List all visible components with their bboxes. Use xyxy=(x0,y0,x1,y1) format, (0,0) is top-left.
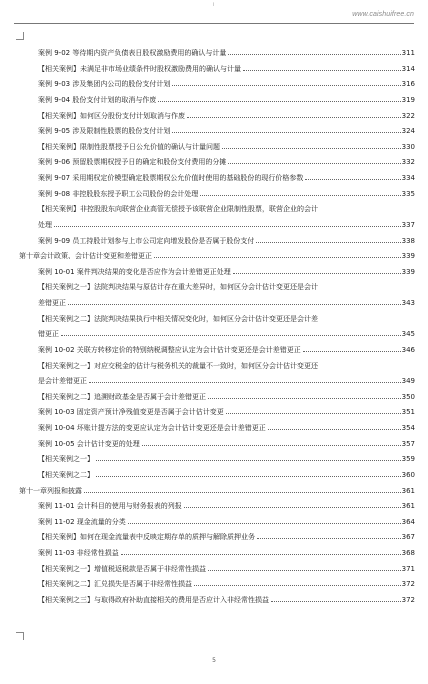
toc-entry-title: 【相关案例之一】法院判决结果与原估计存在重大差异时，如何区分会计估计变更还是会计 xyxy=(38,283,318,292)
toc-entry-row[interactable] xyxy=(19,577,415,593)
toc-page-number: 368 xyxy=(401,549,415,557)
toc-entry-row[interactable] xyxy=(19,437,415,453)
toc-page-number: 354 xyxy=(401,424,415,432)
toc-entry-title: 案例 9-07 采用期权定价模型确定股票期权公允价值时使用的基础股份的现行价格参数 xyxy=(38,174,304,182)
toc-entry-row[interactable] xyxy=(19,421,415,437)
toc-entry-row[interactable] xyxy=(19,562,415,578)
toc-entry-row[interactable] xyxy=(19,593,415,609)
toc-dot-leader xyxy=(68,303,401,305)
toc-dot-leader xyxy=(305,178,400,180)
toc-dot-leader xyxy=(271,600,401,602)
toc-entry-row[interactable] xyxy=(19,124,415,140)
toc-entry-row[interactable] xyxy=(19,187,415,203)
toc-page-number: 311 xyxy=(401,49,415,57)
toc-dot-leader xyxy=(142,444,401,446)
header-rule xyxy=(14,23,414,24)
toc-page-number: 330 xyxy=(401,142,415,151)
toc-page-number: 334 xyxy=(401,174,415,182)
toc-dot-leader xyxy=(200,194,400,196)
toc-dot-leader xyxy=(228,162,400,164)
toc-page-number: 345 xyxy=(401,330,415,339)
toc-entry-row[interactable] xyxy=(19,93,415,109)
toc-entry-title: 案例 10-01 案件判决结果的变化是否应作为会计差错更正处理 xyxy=(38,267,231,276)
toc-page-number: 346 xyxy=(401,345,415,354)
toc-page-number: 372 xyxy=(401,595,415,604)
toc-page-number: 324 xyxy=(401,127,415,136)
toc-page-number: 338 xyxy=(401,236,415,245)
toc-page-number: 371 xyxy=(401,564,415,573)
toc-entry-title: 案例 10-05 会计估计变更的处理 xyxy=(38,439,140,448)
toc-entry-title: 处理 xyxy=(38,220,52,229)
toc-entry-row[interactable] xyxy=(19,374,415,390)
toc-page-number: 316 xyxy=(401,80,415,89)
toc-dot-leader xyxy=(256,241,400,243)
toc-page-number: 350 xyxy=(401,392,415,401)
toc-entry-title: 案例 10-02 关联方转移定价的特别纳税调整应认定为会计估计变更还是会计差错更正 xyxy=(38,345,301,354)
page-number: 5 xyxy=(212,657,216,664)
toc-entry-row[interactable] xyxy=(19,218,415,234)
toc-page-number: 319 xyxy=(401,95,415,104)
toc-entry-row[interactable] xyxy=(19,109,415,125)
toc-page-number: 337 xyxy=(401,220,415,229)
toc-dot-leader xyxy=(257,537,401,539)
toc-page-number: 339 xyxy=(401,252,415,261)
toc-entry-title: 案例 11-01 会计科目的使用与财务报表的列报 xyxy=(38,502,182,511)
toc-page-number: 357 xyxy=(401,439,415,448)
toc-page-number: 322 xyxy=(401,111,415,120)
toc-entry-title: 第十章会计政策、会计估计变更和差错更正 xyxy=(19,252,152,261)
toc-page-number: 335 xyxy=(401,189,415,198)
toc-entry-row[interactable] xyxy=(19,312,415,328)
toc-entry-row[interactable] xyxy=(19,546,415,562)
toc-dot-leader xyxy=(187,116,401,118)
toc-entry-title: 【相关案例之二】 xyxy=(38,470,94,479)
toc-entry-title: 错更正 xyxy=(38,330,59,339)
toc-entry-row[interactable] xyxy=(19,530,415,546)
toc-page-number: 364 xyxy=(401,517,415,526)
toc-page-number: 361 xyxy=(401,502,415,511)
toc-dot-leader xyxy=(96,459,401,461)
toc-dot-leader xyxy=(172,131,400,133)
toc-page-number: 372 xyxy=(401,580,415,589)
toc-dot-leader xyxy=(226,412,401,414)
toc-entry-row[interactable] xyxy=(19,468,415,484)
toc-entry-row[interactable] xyxy=(19,155,415,171)
toc-dot-leader xyxy=(228,53,400,55)
toc-entry-title: 【相关案例】如何区分股份支付计划取消与作废 xyxy=(38,111,185,120)
toc-entry-row[interactable] xyxy=(19,140,415,156)
toc-entry-title: 案例 9-02 等待期内资产负债表日股权激励费用的确认与计量 xyxy=(38,49,227,57)
toc-entry-row[interactable] xyxy=(19,327,415,343)
toc-entry-title: 【相关案例之三】与取得政府补助直接相关的费用是否应计入非经常性损益 xyxy=(38,595,269,604)
toc-dot-leader xyxy=(96,475,401,477)
toc-entry-row[interactable] xyxy=(19,405,415,421)
toc-entry-title: 案例 10-04 坏账计提方法的变更应认定为会计估计变更还是会计差错更正 xyxy=(38,424,266,432)
toc-dot-leader xyxy=(54,225,401,227)
toc-dot-leader xyxy=(84,491,401,493)
website-header: www.caishuifree.cn xyxy=(352,11,414,18)
toc-dot-leader xyxy=(243,69,401,71)
toc-dot-leader xyxy=(208,397,401,399)
toc-entry-row[interactable] xyxy=(19,452,415,468)
toc-entry-title: 【相关案例之一】对应交税金的估计与税务机关的裁量不一致时，如何区分会计估计变更还 xyxy=(38,361,318,370)
toc-entry-row[interactable] xyxy=(19,46,415,62)
toc-dot-leader xyxy=(268,428,401,430)
toc-dot-leader xyxy=(222,147,401,149)
toc-dot-leader xyxy=(61,334,401,336)
toc-entry-title: 【相关案例】如何在现金流量表中反映定期存单的质押与解除质押业务 xyxy=(38,533,255,542)
toc-dot-leader xyxy=(194,584,401,586)
toc-entry-title: 【相关案例之一】增值税返税款是否属于非经常性损益 xyxy=(38,564,206,573)
toc-dot-leader xyxy=(154,256,401,258)
toc-entry-title: 差错更正 xyxy=(38,299,66,307)
toc-entry-row[interactable] xyxy=(19,359,415,375)
toc-entry-title: 案例 11-03 非经常性损益 xyxy=(38,549,119,557)
toc-entry-title: 【相关案例】非控股股东向联营企业高管无偿授予该联营企业限制性股票，联营企业的会计 xyxy=(38,205,318,214)
toc-entry-title: 案例 11-02 现金流量的分类 xyxy=(38,517,126,526)
crop-mark-top-left xyxy=(16,32,24,40)
toc-entry-row[interactable] xyxy=(19,265,415,281)
toc-entry-row[interactable] xyxy=(19,296,415,312)
toc-dot-leader xyxy=(121,553,401,555)
top-margin-mark: i xyxy=(213,2,215,8)
toc-entry-title: 【相关案例之二】追溯财政基金是否属于会计差错更正 xyxy=(38,392,206,401)
toc-entry-row[interactable] xyxy=(19,202,415,218)
toc-page-number: 367 xyxy=(401,533,415,542)
toc-page-number: 351 xyxy=(401,408,415,417)
toc-page-number: 361 xyxy=(401,486,415,495)
toc-entry-title: 【相关案例】限制性股票授予日公允价值的确认与计量问题 xyxy=(38,142,220,151)
toc-chapter-row[interactable] xyxy=(19,249,415,265)
toc-entry-title: 第十一章列报和披露 xyxy=(19,486,82,495)
toc-entry-title: 案例 10-03 固定资产预计净残值变更是否属于会计估计变更 xyxy=(38,408,224,417)
toc-page-number: 343 xyxy=(401,299,415,307)
toc-entry-row[interactable] xyxy=(19,62,415,78)
table-of-contents xyxy=(19,46,415,609)
toc-entry-row[interactable] xyxy=(19,515,415,531)
toc-dot-leader xyxy=(303,350,401,352)
toc-entry-row[interactable] xyxy=(19,234,415,250)
toc-entry-title: 是会计差错更正 xyxy=(38,377,87,386)
crop-mark-bottom-left xyxy=(16,632,24,640)
toc-entry-row[interactable] xyxy=(19,171,415,187)
toc-entry-title: 案例 9-06 预留股票期权授予日的确定和股份支付费用的分摊 xyxy=(38,158,227,167)
toc-entry-title: 案例 9-03 涉及集团内公司的股份支付计划 xyxy=(38,80,171,89)
toc-entry-title: 案例 9-08 非控股股东授予职工公司股份的会计处理 xyxy=(38,189,199,198)
toc-dot-leader xyxy=(208,569,401,571)
toc-entry-row[interactable] xyxy=(19,280,415,296)
toc-dot-leader xyxy=(172,84,400,86)
toc-entry-title: 案例 9-04 股份支付计划的取消与作废 xyxy=(38,95,157,104)
toc-dot-leader xyxy=(89,381,401,383)
toc-entry-row[interactable] xyxy=(19,499,415,515)
toc-page-number: 359 xyxy=(401,455,415,464)
toc-chapter-row[interactable] xyxy=(19,484,415,500)
toc-entry-row[interactable] xyxy=(19,77,415,93)
toc-entry-title: 【相关案例之二】汇兑损失是否属于非经常性损益 xyxy=(38,580,192,589)
toc-entry-row[interactable] xyxy=(19,390,415,406)
toc-dot-leader xyxy=(158,100,400,102)
toc-entry-title: 【相关案例之二】法院判决结果执行中相关情况变化时，如何区分会计估计变更还是会计差 xyxy=(38,314,318,323)
toc-dot-leader xyxy=(128,522,401,524)
toc-page-number: 332 xyxy=(401,158,415,167)
toc-page-number: 339 xyxy=(401,267,415,276)
toc-dot-leader xyxy=(184,506,401,508)
toc-page-number: 314 xyxy=(401,64,415,73)
toc-page-number: 349 xyxy=(401,377,415,386)
toc-entry-title: 案例 9-05 涉及限制性股票的股份支付计划 xyxy=(38,127,171,136)
toc-dot-leader xyxy=(233,272,401,274)
toc-entry-row[interactable] xyxy=(19,343,415,359)
toc-page-number: 360 xyxy=(401,470,415,479)
toc-entry-title: 案例 9-09 员工持股计划参与上市公司定向增发股份是否属于股份支付 xyxy=(38,236,255,245)
toc-entry-title: 【相关案例之一】 xyxy=(38,455,94,464)
toc-entry-title: 【相关案例】未满足非市场业绩条件时股权激励费用的确认与计量 xyxy=(38,64,241,73)
